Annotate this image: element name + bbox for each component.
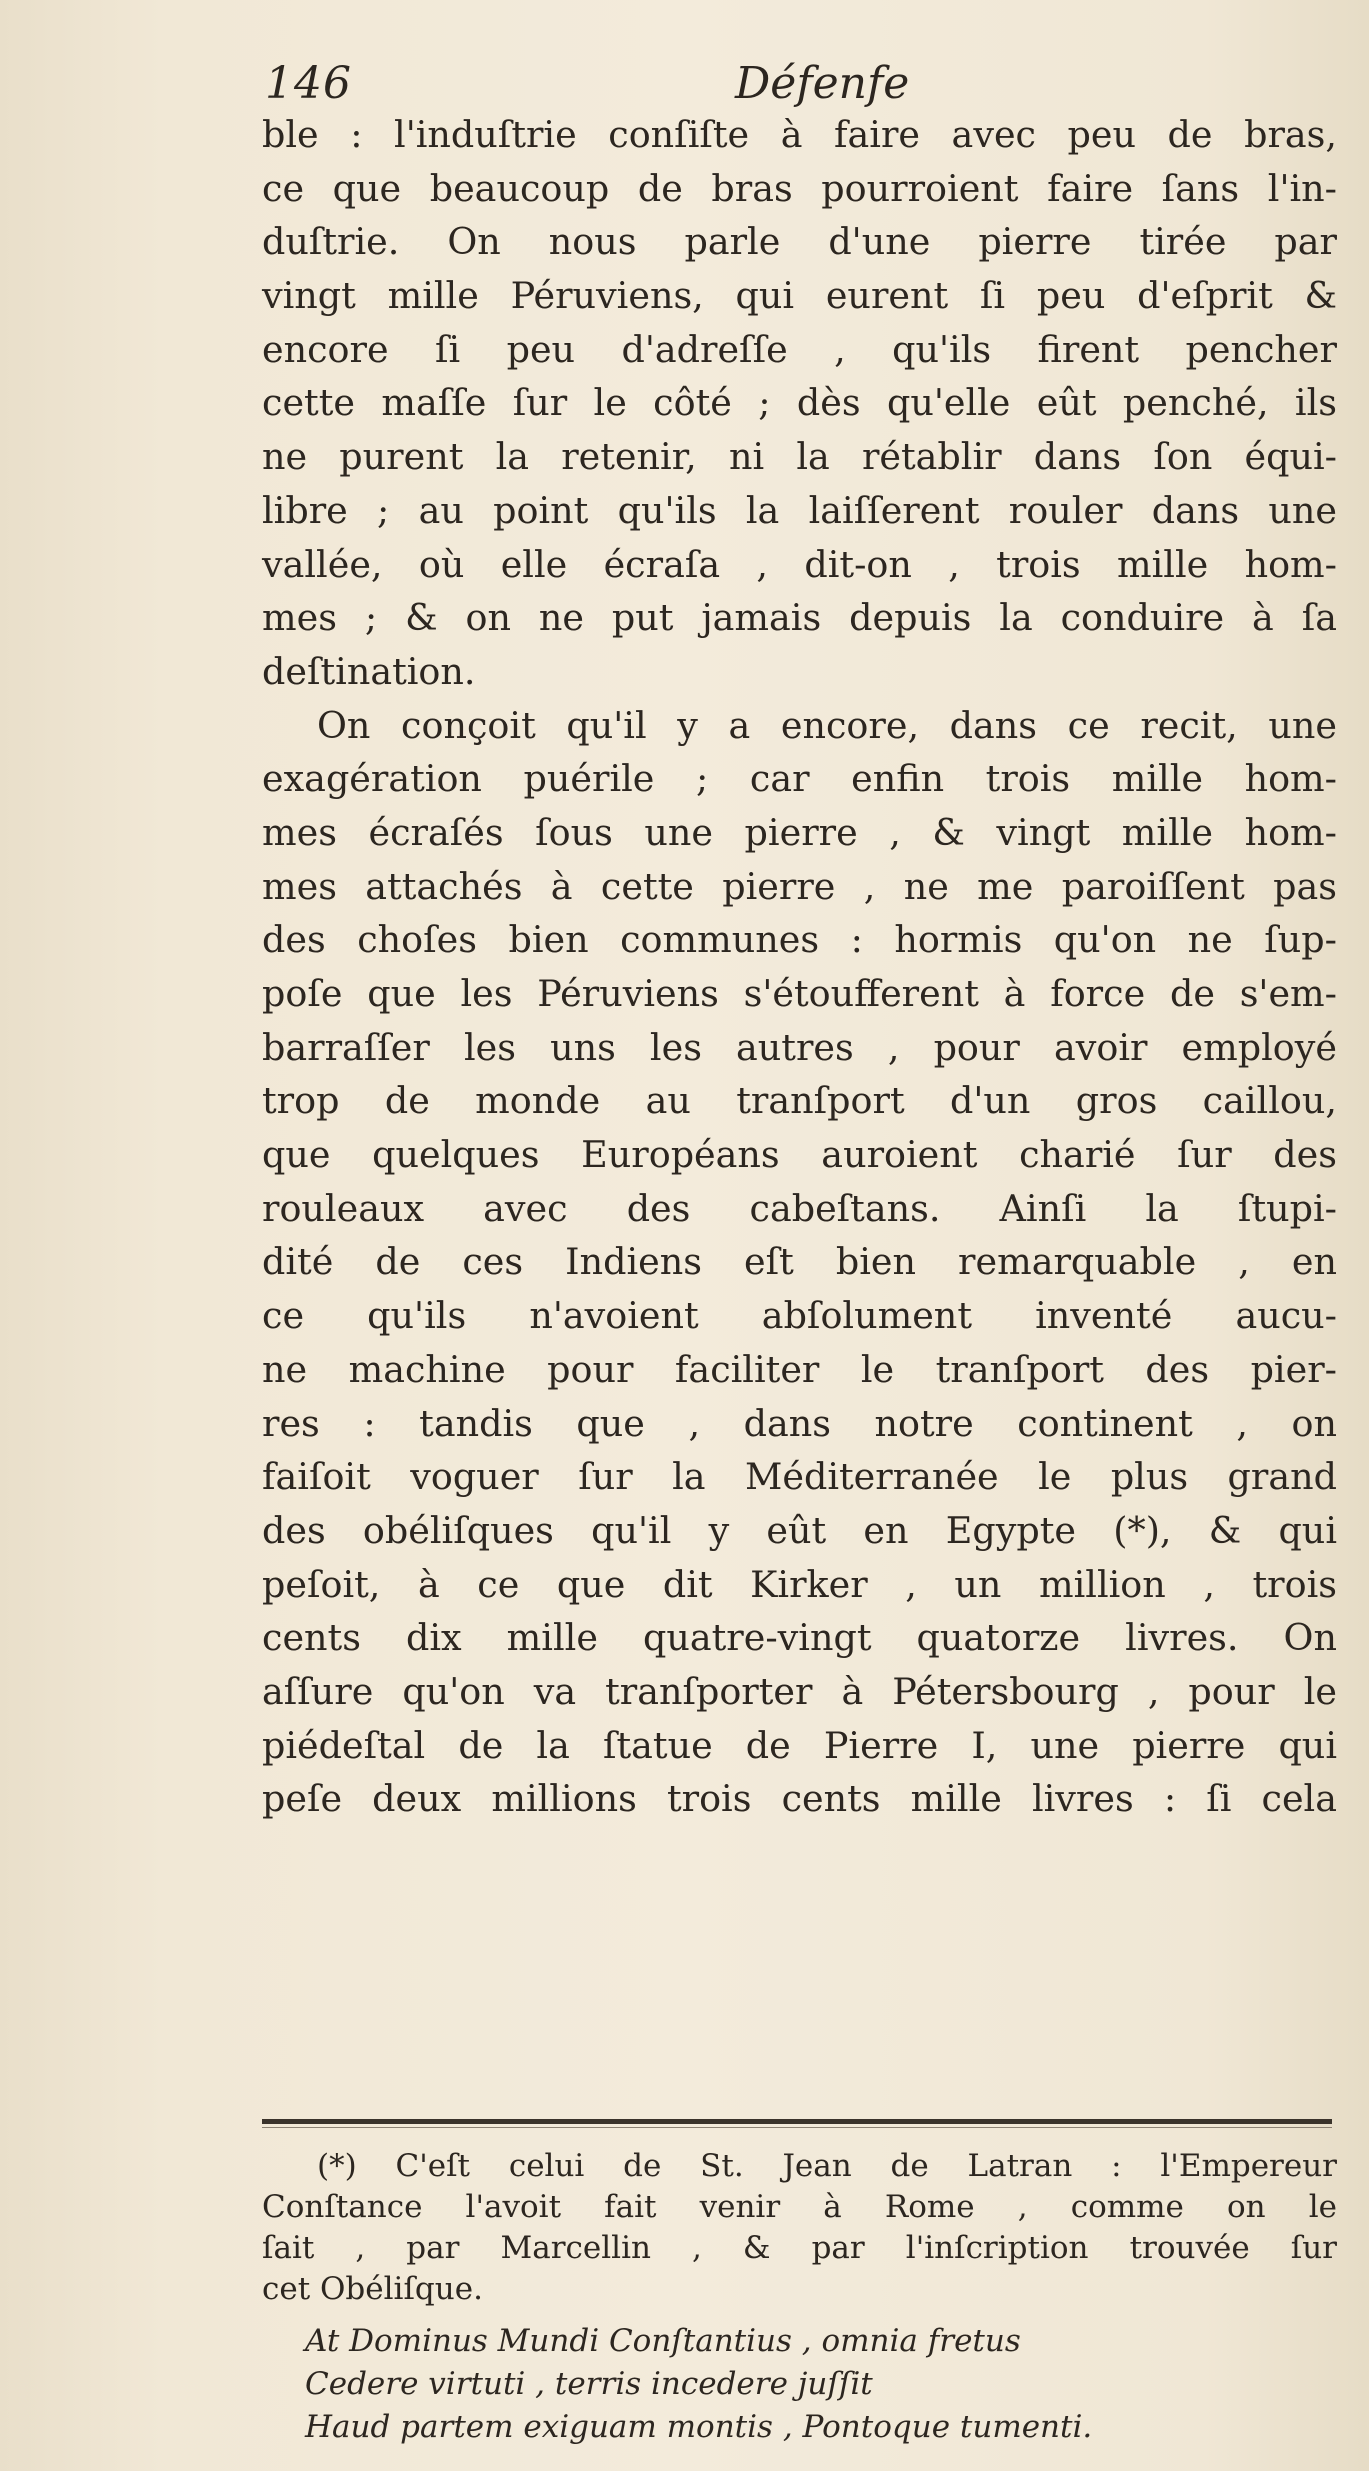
text-line: mes écraſés ſous une pierre , & vingt mille hom- — [262, 810, 1337, 854]
text-line: exagération puérile ; car enfin trois mille hom- — [262, 757, 1337, 801]
text-line: faiſoit voguer ſur la Méditerranée le plus grand — [262, 1455, 1337, 1499]
text-line: ne purent la retenir, ni la rétablir dans ſon équi- — [262, 435, 1337, 479]
text-line: On conçoit qu'il y a encore, dans ce recit, une — [317, 703, 1337, 747]
text-line: cette maſſe ſur le côté ; dès qu'elle eût penché, ils — [262, 381, 1337, 425]
text-line: vingt mille Péruviens, qui eurent ſi peu d'eſprit & — [262, 274, 1337, 318]
text-line: mes attachés à cette pierre , ne me paroiſſent pas — [262, 864, 1337, 908]
text-line: libre ; au point qu'ils la laiſſerent rouler dans une — [262, 488, 1337, 532]
text-line: deſtination. — [262, 649, 476, 693]
text-line: rouleaux avec des cabeſtans. Ainſi la ſtupi- — [262, 1186, 1337, 1230]
text-line: ble : l'induſtrie conſiſte à faire avec peu de bras, — [262, 113, 1337, 156]
text-line: encore ſi peu d'adreſſe , qu'ils firent pencher — [262, 327, 1337, 371]
verse-line: Cedere virtuti , terris incedere juſſit — [305, 2366, 873, 2402]
page-number: 146 — [265, 58, 352, 109]
running-head: Défenfe — [735, 58, 910, 109]
text-line: peſoit, à ce que dit Kirker , un million , trois — [262, 1562, 1337, 1606]
text-line: trop de monde au tranſport d'un gros caillou, — [262, 1079, 1337, 1123]
footnote-divider-thin — [262, 2127, 1332, 2128]
text-line: des choſes bien communes : hormis qu'on ne ſup- — [262, 918, 1337, 962]
text-line: ne machine pour faciliter le tranſport des pier- — [262, 1347, 1337, 1391]
text-line: des obéliſques qu'il y eût en Egypte (*), & qui — [262, 1508, 1337, 1552]
text-line: piédeſtal de la ſtatue de Pierre I, une pierre qui — [262, 1723, 1337, 1767]
text-line: cents dix mille quatre-vingt quatorze livres. On — [262, 1616, 1337, 1660]
footnote-divider — [262, 2119, 1332, 2124]
text-line: dité de ces Indiens eſt bien remarquable , en — [262, 1240, 1337, 1284]
verse-line: At Dominus Mundi Conſtantius , omnia fretus — [305, 2323, 1021, 2359]
text-line: mes ; & on ne put jamais depuis la conduire à ſa — [262, 596, 1337, 640]
text-line: ce qu'ils n'avoient abſolument inventé aucu- — [262, 1294, 1337, 1338]
text-line: ce que beaucoup de bras pourroient faire ſans l'in- — [262, 166, 1337, 210]
text-line: barraſſer les uns les autres , pour avoir employé — [262, 1025, 1337, 1069]
footnote-line: ſait , par Marcellin , & par l'inſcription trouvée ſur — [262, 2230, 1337, 2266]
text-line: peſe deux millions trois cents mille livres : ſi cela — [262, 1777, 1337, 1821]
footnote — [262, 2146, 1337, 2310]
text-line: poſe que les Péruviens s'étoufferent à force de s'em- — [262, 972, 1337, 1015]
main-text — [262, 108, 1337, 1826]
text-line: res : tandis que , dans notre continent , on — [262, 1401, 1337, 1445]
latin-verse — [305, 2320, 1305, 2449]
text-line: que quelques Européans auroient charié ſur des — [262, 1133, 1337, 1177]
text-line: aſſure qu'on va tranſporter à Pétersbourg , pour le — [262, 1669, 1337, 1713]
text-line: vallée, où elle écraſa , dit-on , trois mille hom- — [262, 542, 1337, 586]
footnote-line: cet Obéliſque. — [262, 2271, 483, 2307]
footnote-line: Conſtance l'avoit fait venir à Rome , comme on le — [262, 2189, 1337, 2225]
text-line: duſtrie. On nous parle d'une pierre tirée par — [262, 220, 1337, 264]
verse-line: Haud partem exiguam montis , Pontoque tumenti. — [305, 2409, 1093, 2445]
footnote-line: (*) C'eſt celui de St. Jean de Latran : l'Empereur — [317, 2148, 1337, 2184]
